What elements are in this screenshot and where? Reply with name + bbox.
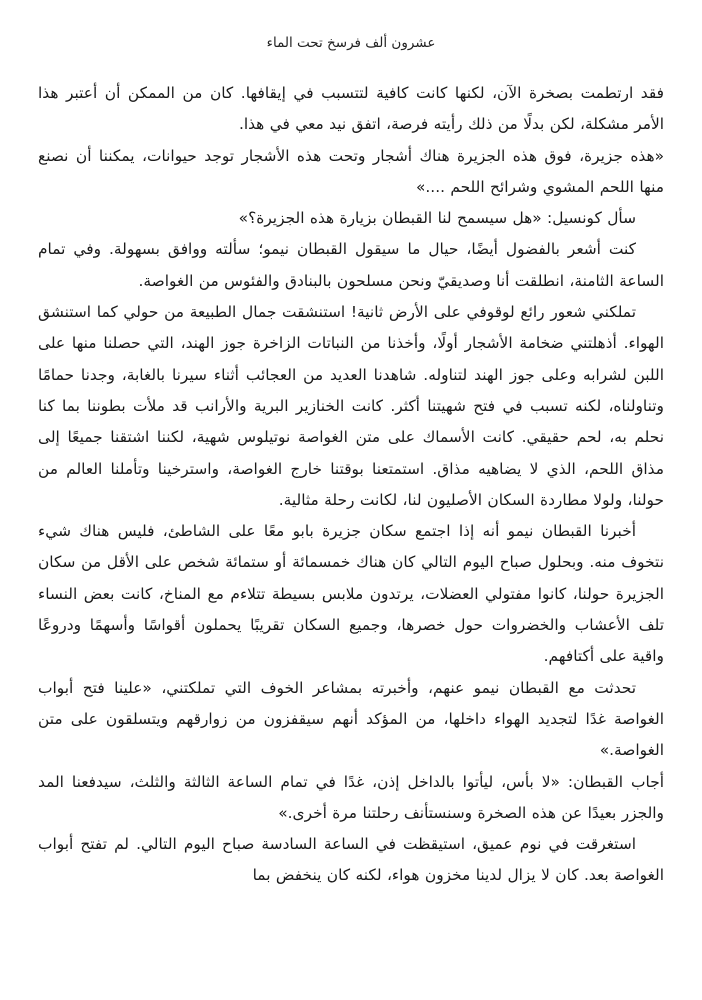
paragraph: سأل كونسيل: «هل سيسمح لنا القبطان بزيارة هذه الجزيرة؟» xyxy=(238,209,636,228)
running-header: عشرون ألف فرسخ تحت الماء xyxy=(266,35,436,51)
paragraph: «هذه جزيرة، فوق هذه الجزيرة هناك أشجار وتحت هذه الأشجار توجد حيوانات، يمكننا أن نصنع منها اللحم المشوي وشرائح اللحم ....» xyxy=(38,146,664,196)
paragraph: أخبرنا القبطان نيمو أنه إذا اجتمع سكان جزيرة بابو معًا على الشاطئ، فليس هناك شيء نتخوف منه. وبحلول صباح اليوم التالي كان هناك خمسمائة أو ستمائة شخص على الأقل من سكان الجزيرة حولنا، كانوا مفتولي العضلات، يرتدون ملابس بسيطة تتلاءم مع المناخ، كانت بعض النساء تلف الأعشاب والخضروات حول خصرها، وجميع السكان تقريبًا يحملون أقواسًا وأسهمًا ودروعًا واقية على أكتافهم. xyxy=(38,522,664,666)
paragraph: تملكني شعور رائع لوقوفي على الأرض ثانية! استنشقت جمال الطبيعة من حولي كما استنشق الهواء. أذهلتني ضخامة الأشجار أولًا، وأخذنا من النباتات الزاخرة جوز الهند، التي حصلنا منها على اللبن لشرابه وعلى جوز الهند لتناوله. شاهدنا العديد من العجائب أثناء سيرنا بالغابة، وجدنا حمامًا وتناولناه، لكنه تسبب في فتح شهيتنا أكثر. كانت الخنازير البرية والأرانب قد ملأت بطوننا بما كنا نحلم به، لحم حقيقي. كانت الأسماك على متن الغواصة نوتيلوس شهية، لكننا اشتقنا جميعًا إلى مذاق اللحم، الذي لا يضاهيه مذاق. استمتعنا بوقتنا خارج الغواصة، واسترخينا وتأملنا العالم من حولنا، ولولا مطاردة السكان الأصليون لنا، لكانت رحلة مثالية. xyxy=(38,303,664,509)
paragraph: تحدثت مع القبطان نيمو عنهم، وأخبرته بمشاعر الخوف التي تملكتني، «علينا فتح أبواب الغواصة غدًا لتجديد الهواء داخلها، من المؤكد أنهم سيقفزون من زوارقهم ويتسلقون على متن الغواصة.» xyxy=(38,678,664,760)
paragraph: فقد ارتطمت بصخرة الآن، لكنها كانت كافية لتتسبب في إيقافها. كان من الممكن أن أعتبر هذا الأمر مشكلة، لكن بدلًا من ذلك رأيته فرصة، اتفق نيد معي في هذا. xyxy=(38,84,664,134)
paragraph: أجاب القبطان: «لا بأس، ليأتوا بالداخل إذن، غدًا في تمام الساعة الثالثة والثلث، سيدفعنا المد والجزر بعيدًا عن هذه الصخرة وسنستأنف رحلتنا مرة أخرى.» xyxy=(38,772,664,822)
paragraph: كنت أشعر بالفضول أيضًا، حيال ما سيقول القبطان نيمو؛ سألته ووافق بسهولة. وفي تمام الساعة الثامنة، انطلقت أنا وصديقيّ ونحن مسلحون بالبنادق والفئوس من الغواصة. xyxy=(38,240,664,290)
paragraph: استغرقت في نوم عميق، استيقظت في الساعة السادسة صباح اليوم التالي. لم تفتح أبواب الغواصة بعد. كان لا يزال لدينا مخزون هواء، لكنه كان ينخفض بما xyxy=(38,835,664,885)
body-text xyxy=(38,78,664,892)
